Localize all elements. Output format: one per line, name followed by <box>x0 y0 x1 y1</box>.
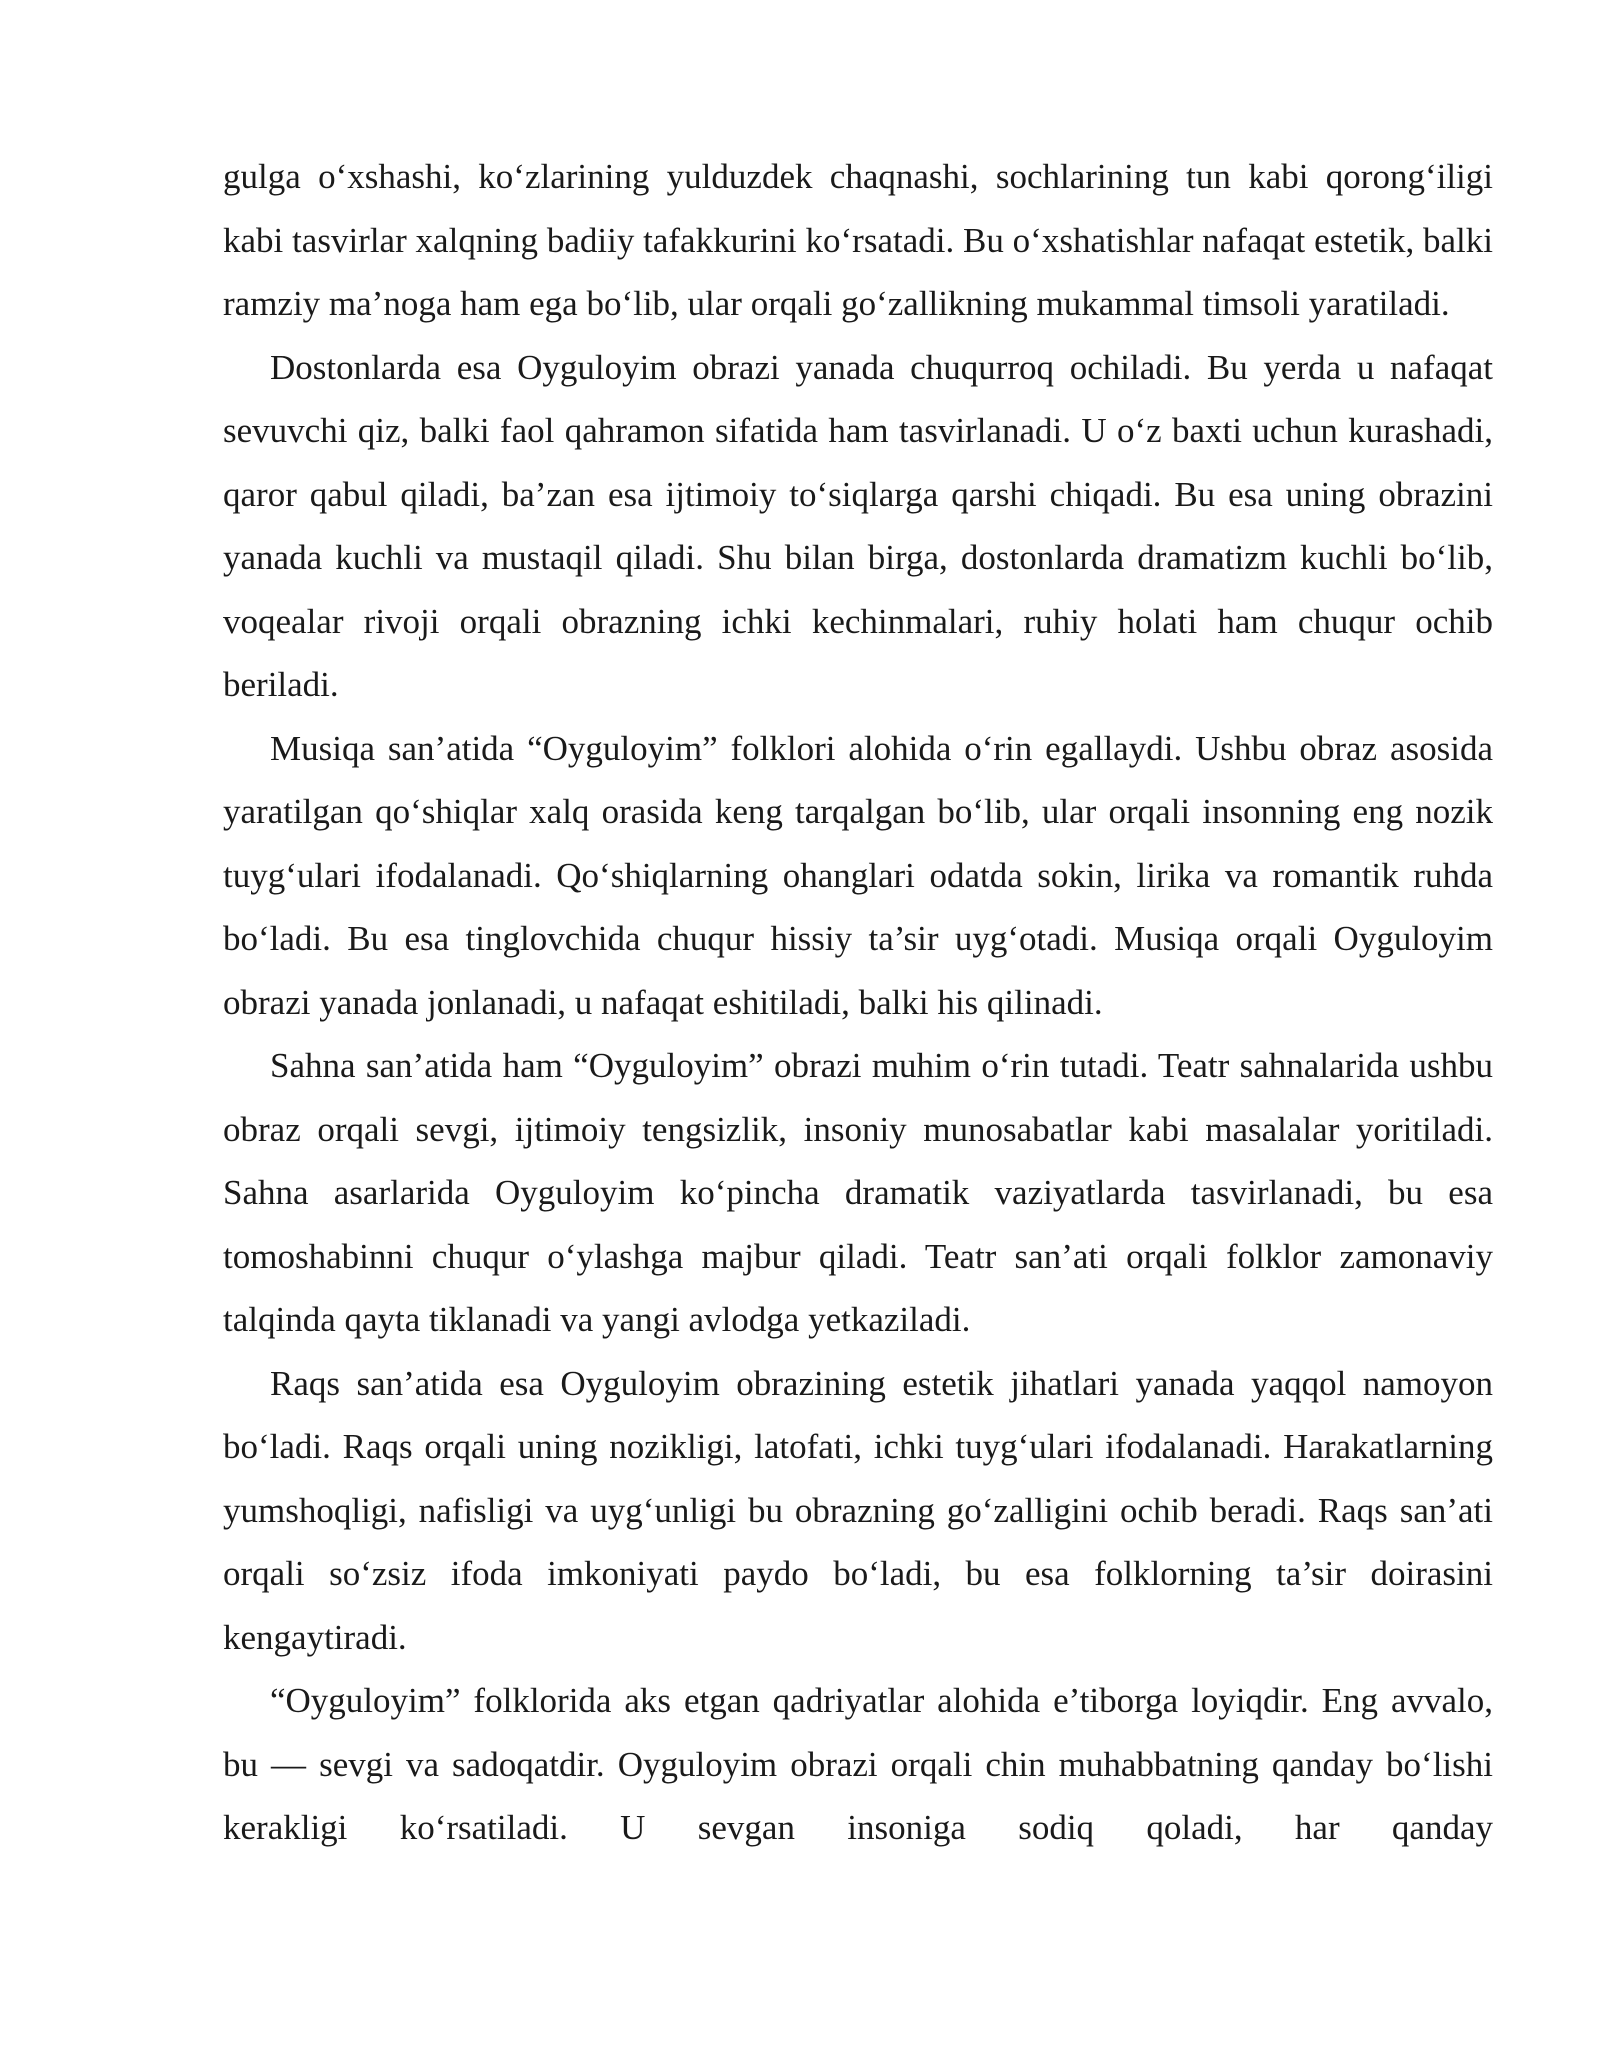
paragraph-1: gulga o‘xshashi, ko‘zlarining yulduzdek chaqnashi, sochlarining tun kabi qorong‘iligi kabi tasvirlar xalqning badiiy tafakkurini ko‘rsatadi. Bu o‘xshatishlar nafaqat estetik, balki ramziy ma’noga ham ega bo‘lib, ular orqali go‘zallikning mukammal timsoli yaratiladi. <box>223 157 1493 323</box>
document-page <box>223 145 1493 1860</box>
paragraph-4: Sahna san’atida ham “Oyguloyim” obrazi muhim o‘rin tutadi. Teatr sahnalarida ushbu obraz orqali sevgi, ijtimoiy tengsizlik, insoniy munosabatlar kabi masalalar yoritiladi. Sahna asarlarida Oyguloyim ko‘pincha dramatik vaziyatlarda tasvirlanadi, bu esa tomoshabinni chuqur o‘ylashga majbur qiladi. Teatr san’ati orqali folklor zamonaviy talqinda qayta tiklanadi va yangi avlodga yetkaziladi. <box>223 1046 1493 1339</box>
paragraph-2: Dostonlarda esa Oyguloyim obrazi yanada chuqurroq ochiladi. Bu yerda u nafaqat sevuvchi qiz, balki faol qahramon sifatida ham tasvirlanadi. U o‘z baxti uchun kurashadi, qaror qabul qiladi, ba’zan esa ijtimoiy to‘siqlarga qarshi chiqadi. Bu esa uning obrazini yanada kuchli va mustaqil qiladi. Shu bilan birga, dostonlarda dramatizm kuchli bo‘lib, voqealar rivoji orqali obrazning ichki kechinmalari, ruhiy holati ham chuqur ochib beriladi. <box>223 347 1493 704</box>
paragraph-6: “Oyguloyim” folklorida aks etgan qadriyatlar alohida e’tiborga loyiqdir. Eng avvalo, bu — sevgi va sadoqatdir. Oyguloyim obrazi orqali chin muhabbatning qanday bo‘lishi kerakligi ko‘rsatiladi. U sevgan insoniga sodiq qoladi, har qanday <box>223 1681 1493 1847</box>
paragraph-5: Raqs san’atida esa Oyguloyim obrazining estetik jihatlari yanada yaqqol namoyon bo‘ladi. Raqs orqali uning nozikligi, latofati, ichki tuyg‘ulari ifodalanadi. Harakatlarning yumshoqligi, nafisligi va uyg‘unligi bu obrazning go‘zalligini ochib beradi. Raqs san’ati orqali so‘zsiz ifoda imkoniyati paydo bo‘ladi, bu esa folklorning ta’sir doirasini kengaytiradi. <box>223 1363 1493 1657</box>
paragraph-3: Musiqa san’atida “Oyguloyim” folklori alohida o‘rin egallaydi. Ushbu obraz asosida yaratilgan qo‘shiqlar xalq orasida keng tarqalgan bo‘lib, ular orqali insonning eng nozik tuyg‘ulari ifodalanadi. Qo‘shiqlarning ohanglari odatda sokin, lirika va romantik ruhda bo‘ladi. Bu esa tinglovchida chuqur hissiy ta’sir uyg‘otadi. Musiqa orqali Oyguloyim obrazi yanada jonlanadi, u nafaqat eshitiladi, balki his qilinadi. <box>223 728 1493 1022</box>
